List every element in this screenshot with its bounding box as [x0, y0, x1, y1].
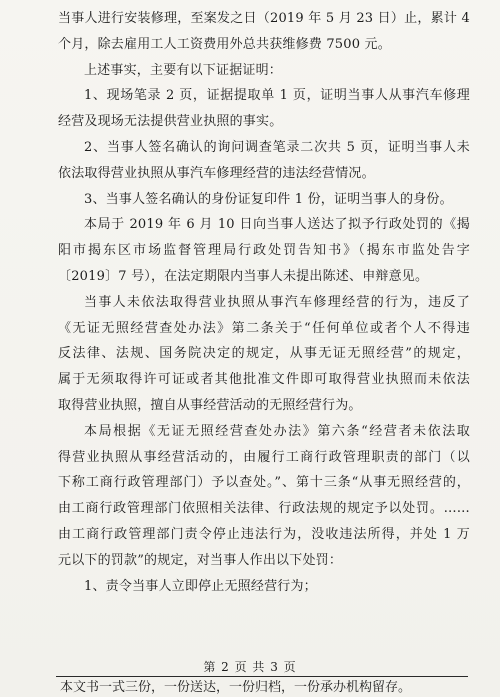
body-line-10: 阳市揭东区市场监督管理局行政处罚告知书》（揭东市监处告字 [58, 243, 470, 259]
body-line-4: 1、现场笔录 2 页，证据提取单 1 页，证明当事人从事汽车修理 [84, 88, 470, 104]
body-line-19: 下称工商行政管理部门）予以查处。”、第十三条“从事无照经营的， [58, 475, 470, 491]
footer-divider [56, 676, 468, 677]
body-line-12: 当事人未依法取得营业执照从事汽车修理经营的行为，违反了 [84, 294, 470, 310]
body-line-20: 由工商行政管理部门依照相关法律、行政法规的规定予以处罚。…… [58, 501, 470, 517]
body-line-2: 个月，除去雇用工人工资费用外总共获维修费 7500 元。 [58, 36, 391, 52]
body-line-16: 取得营业执照，擅自从事经营活动的无照经营行为。 [58, 397, 362, 413]
body-line-21: 由工商行政管理部门责令停止违法行为，没收违法所得，并处 1 万 [58, 526, 470, 542]
body-line-22: 元以下的罚款”的规定，对当事人作出以下处罚： [58, 552, 343, 568]
body-line-8: 3、当事人签名确认的身份证复印件 1 份，证明当事人的身份。 [84, 191, 453, 207]
body-line-9: 本局于 2019 年 6 月 10 日向当事人送达了拟予行政处罚的《揭 [84, 217, 470, 233]
body-line-5: 经营及现场无法提供营业执照的事实。 [58, 114, 283, 130]
body-line-18: 得营业执照从事经营活动的，由履行工商行政管理职责的部门（以 [58, 449, 470, 465]
page-number: 第 2 页 共 3 页 [203, 660, 297, 674]
body-line-6: 2、当事人签名确认的询问调查笔录二次共 5 页，证明当事人未 [84, 139, 470, 155]
body-line-3: 上述事实，主要有以下证据证明： [84, 62, 283, 78]
body-line-23: 1、责令当事人立即停止无照经营行为； [84, 578, 317, 594]
body-line-17: 本局根据《无证无照经营查处办法》第六条“经营者未依法取 [84, 423, 470, 439]
copies-note: 本文书一式三份，一份送达，一份归档，一份承办机构留存。 [60, 680, 412, 695]
document-body [58, 6, 470, 599]
body-line-7: 依法取得营业执照从事汽车修理经营的违法经营情况。 [58, 165, 375, 181]
body-line-15: 属于无须取得许可证或者其他批准文件即可取得营业执照而未依法 [58, 372, 470, 388]
body-line-1: 当事人进行安装修理，至案发之日（2019 年 5 月 23 日）止，累计 4 [58, 11, 470, 26]
body-line-13: 《无证无照经营查处办法》第二条关于“任何单位或者个人不得违 [58, 320, 470, 336]
body-line-11: 〔2019〕7 号），在法定期限内当事人未提出陈述、申辩意见。 [58, 268, 429, 284]
body-line-14: 反法律、法规、国务院决定的规定，从事无证无照经营”的规定， [58, 346, 470, 362]
